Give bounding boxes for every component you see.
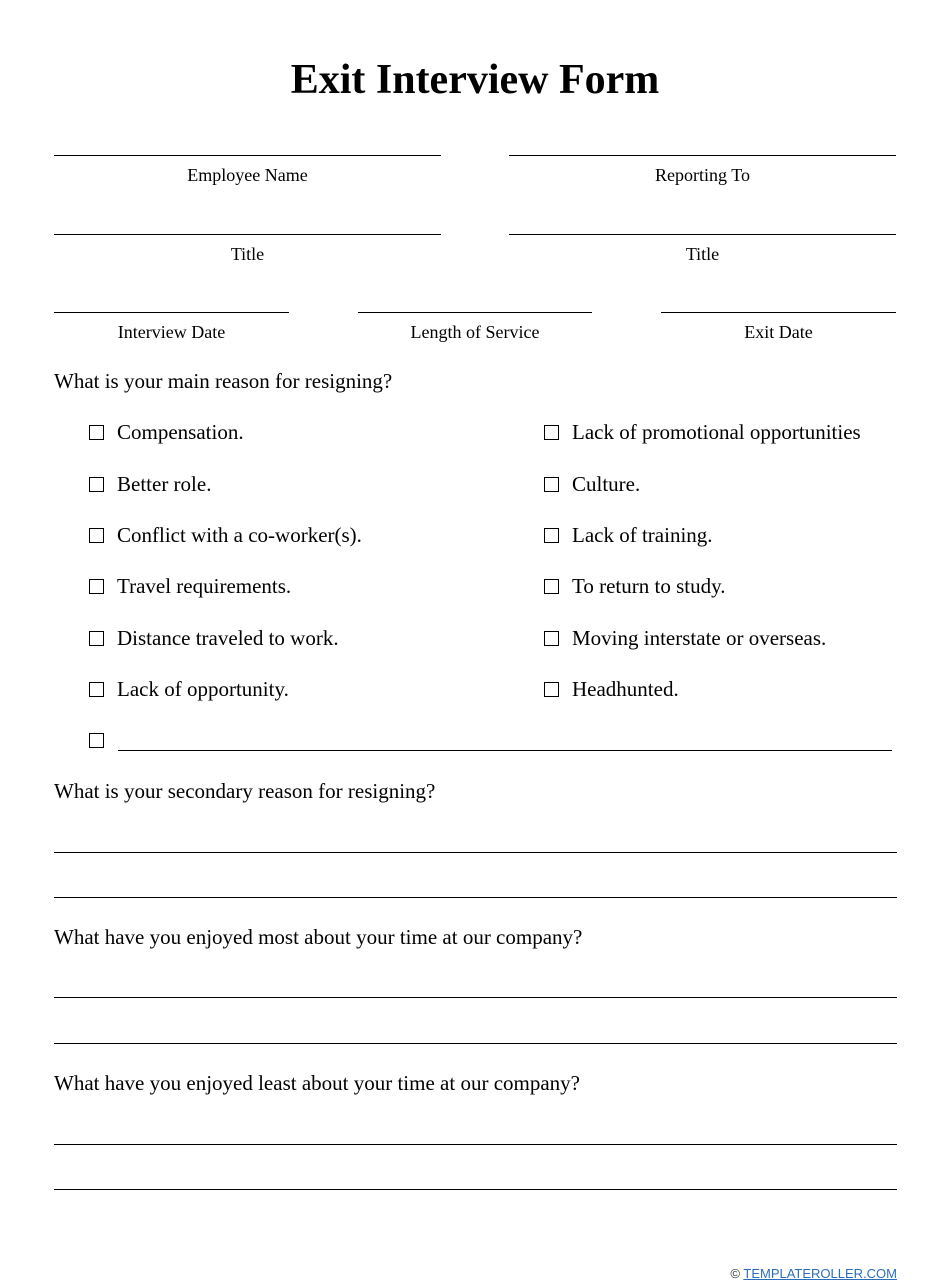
enjoyed-least-question: What have you enjoyed least about your time at our company? [54,1071,580,1095]
other-reason-line[interactable] [118,750,892,751]
exit-date-label: Exit Date [744,322,813,342]
checkbox[interactable] [89,733,104,748]
copyright-symbol: © [730,1266,740,1281]
main-reason-question: What is your main reason for resigning? [54,369,393,393]
reason-label: Lack of promotional opportunities [572,420,861,444]
checkbox[interactable] [89,528,104,543]
reason-label: Culture. [572,472,641,496]
reason-label: Better role. [117,472,212,496]
enjoyed-least-line-1[interactable] [54,1144,897,1145]
reason-option-headhunted[interactable] [544,676,679,702]
employee-name-label: Employee Name [187,165,308,185]
checkbox[interactable] [89,425,104,440]
secondary-reason-line-2[interactable] [54,897,897,898]
reason-label: Compensation. [117,420,244,444]
reason-option-other[interactable] [89,727,117,753]
enjoyed-most-question: What have you enjoyed most about your time at our company? [54,925,583,949]
enjoyed-most-line-1[interactable] [54,997,897,998]
enjoyed-least-line-2[interactable] [54,1189,897,1190]
manager-title-line[interactable] [509,234,896,235]
secondary-reason-question: What is your secondary reason for resigning? [54,779,436,803]
reason-label: Headhunted. [572,677,679,701]
reporting-to-label: Reporting To [655,165,750,185]
employee-name-line[interactable] [54,155,441,156]
secondary-reason-line-1[interactable] [54,852,897,853]
reporting-to-line[interactable] [509,155,896,156]
reason-option-better-role[interactable] [89,471,211,497]
reason-label: Conflict with a co-worker(s). [117,523,362,547]
reason-label: Moving interstate or overseas. [572,626,827,650]
reason-label: Travel requirements. [117,574,292,598]
checkbox[interactable] [89,631,104,646]
interview-date-line[interactable] [54,312,289,313]
reason-label: Distance traveled to work. [117,626,339,650]
reason-option-travel[interactable] [89,573,291,599]
checkbox[interactable] [89,579,104,594]
checkbox[interactable] [89,682,104,697]
site-link[interactable]: TEMPLATEROLLER.COM [743,1266,897,1281]
length-of-service-label: Length of Service [410,322,540,342]
reason-label: Lack of opportunity. [117,677,289,701]
exit-date-line[interactable] [661,312,896,313]
checkbox[interactable] [544,528,559,543]
reason-option-moving[interactable] [544,625,826,651]
reason-label: Lack of training. [572,523,713,547]
checkbox[interactable] [544,682,559,697]
reason-option-culture[interactable] [544,471,640,497]
manager-title-label: Title [685,244,720,264]
enjoyed-most-line-2[interactable] [54,1043,897,1044]
form-title: Exit Interview Form [290,57,660,103]
checkbox[interactable] [89,477,104,492]
checkbox[interactable] [544,579,559,594]
employee-title-label: Title [230,244,265,264]
interview-date-label: Interview Date [117,322,226,342]
footer-copyright [730,1266,897,1282]
length-of-service-line[interactable] [358,312,592,313]
reason-option-conflict[interactable] [89,522,362,548]
employee-title-line[interactable] [54,234,441,235]
checkbox[interactable] [544,477,559,492]
reason-option-lack-of-promotion[interactable] [544,419,861,445]
reason-option-return-to-study[interactable] [544,573,725,599]
reason-option-distance[interactable] [89,625,339,651]
reason-option-lack-of-opportunity[interactable] [89,676,289,702]
reason-label: To return to study. [572,574,726,598]
checkbox[interactable] [544,631,559,646]
reason-option-compensation[interactable] [89,419,244,445]
reason-option-lack-of-training[interactable] [544,522,713,548]
checkbox[interactable] [544,425,559,440]
